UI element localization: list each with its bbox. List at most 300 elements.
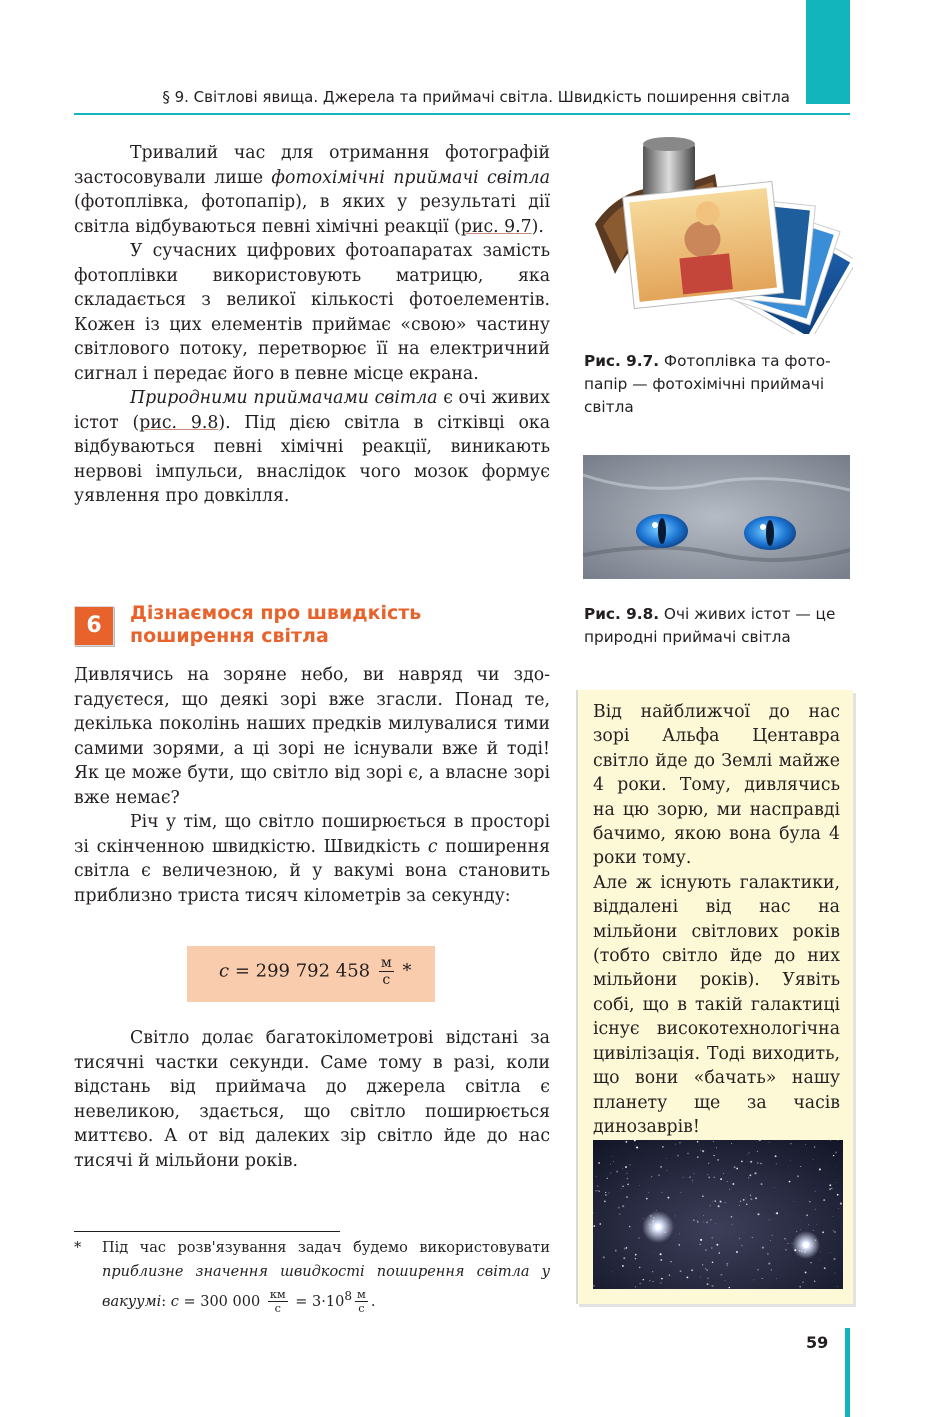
star [699, 1243, 701, 1245]
running-head: § 9. Світлові явища. Джерела та приймачі світла. Швидкість поширення світла [162, 88, 790, 106]
star [708, 1176, 710, 1178]
star [666, 1158, 667, 1159]
star [648, 1192, 649, 1193]
star [712, 1201, 713, 1202]
star [748, 1152, 749, 1153]
star [718, 1205, 720, 1207]
star [627, 1178, 629, 1180]
star [716, 1244, 718, 1246]
star [610, 1173, 611, 1174]
star [612, 1271, 613, 1272]
star [729, 1189, 730, 1190]
text: Тривалий час для отримання фотографій застосовували лише [74, 143, 550, 188]
star [829, 1184, 831, 1186]
star [622, 1186, 623, 1187]
star [612, 1156, 613, 1157]
star [706, 1269, 708, 1271]
paragraph-3 [74, 386, 550, 509]
star [731, 1143, 732, 1144]
star [799, 1286, 801, 1288]
text: (фотоплівка, фотопапір), в яких у результаті дії світла відбуваються певні хімічні реакції ( [74, 192, 550, 237]
star [712, 1261, 714, 1263]
star [719, 1252, 721, 1254]
star [739, 1238, 740, 1239]
star [635, 1286, 636, 1287]
star [785, 1249, 787, 1251]
star [831, 1188, 832, 1189]
unit-fraction [268, 1288, 288, 1315]
unit-fraction [379, 955, 394, 988]
star [815, 1191, 816, 1192]
header-rule [74, 113, 850, 115]
star [771, 1269, 772, 1270]
section-title: Дізнаємося про швидкість поширення світла [130, 602, 422, 647]
star [720, 1274, 722, 1276]
footnote-mark: * [396, 960, 412, 982]
star [618, 1207, 620, 1209]
text: ). Під дією світла в сітківці ока відбуваються певні хімічні реакції, виникають нервові імпульси, внаслідок чого мозок формує уявлення про довкілля. [74, 412, 550, 506]
caption-text: Фотоплівка та фотопапір — фотохімічні приймачі світла [584, 352, 831, 416]
note-paragraph-1: Від найближчої до нас зорі Альфа Центавра світло йде до Землі майже 4 роки. Тому, дивлячись на цю зорю, ми насправді бачимо, якою вона була 4 роки тому. [593, 702, 840, 869]
star [624, 1248, 626, 1250]
star [622, 1205, 624, 1207]
unit-denominator: с [382, 972, 391, 989]
star [732, 1224, 733, 1225]
star [808, 1224, 809, 1225]
star [639, 1185, 640, 1186]
star [726, 1263, 728, 1265]
text: ). [531, 216, 544, 237]
figure-9-7-caption [584, 350, 846, 419]
star [768, 1263, 770, 1265]
star [679, 1142, 680, 1143]
star [815, 1209, 816, 1210]
star [708, 1163, 709, 1164]
star [675, 1144, 676, 1145]
text: : [161, 1293, 171, 1310]
star [660, 1282, 661, 1283]
text: Річ у тім, що світло поширюється в просторі зі скінченною швидкістю. Швидкість [74, 812, 550, 857]
star [700, 1150, 701, 1151]
star [788, 1243, 789, 1244]
star [833, 1216, 834, 1217]
star [598, 1162, 600, 1164]
star [727, 1265, 728, 1266]
paragraph-5 [74, 810, 550, 908]
star [757, 1270, 758, 1271]
star [750, 1161, 752, 1163]
star [713, 1155, 714, 1156]
text: Під час розв'язування задач будемо використовувати [102, 1240, 550, 1256]
main-text-top [74, 141, 550, 509]
star [820, 1252, 821, 1253]
star [626, 1173, 627, 1174]
star [609, 1193, 610, 1194]
star [833, 1230, 834, 1231]
page-number: 59 [806, 1333, 829, 1352]
star [755, 1197, 757, 1199]
figure-label: Рис. 9.7. [584, 352, 660, 370]
star [643, 1279, 645, 1281]
star [836, 1166, 837, 1167]
footnote-mark: * [74, 1240, 82, 1256]
star [809, 1201, 810, 1202]
star [711, 1237, 712, 1238]
star [748, 1161, 749, 1162]
text: є очі живих істот ( [74, 388, 550, 433]
unit-numerator: м [357, 1288, 366, 1302]
star [802, 1281, 803, 1282]
star [819, 1259, 820, 1260]
star [813, 1159, 814, 1160]
star [746, 1204, 747, 1205]
star [703, 1215, 704, 1216]
star [630, 1164, 631, 1165]
star [621, 1189, 622, 1190]
star [725, 1280, 726, 1281]
star [625, 1166, 627, 1168]
star [605, 1192, 606, 1193]
star [728, 1287, 730, 1289]
star [840, 1203, 842, 1205]
star [754, 1172, 756, 1174]
star [597, 1190, 598, 1191]
star [661, 1192, 662, 1193]
star [596, 1176, 597, 1177]
star [661, 1278, 663, 1280]
star [800, 1166, 801, 1167]
star [697, 1220, 698, 1221]
star [694, 1173, 695, 1174]
star [681, 1192, 682, 1193]
main-text-middle [74, 663, 550, 908]
star [593, 1285, 595, 1287]
star [702, 1195, 703, 1196]
star [593, 1225, 595, 1227]
star [605, 1194, 606, 1195]
formula-box [187, 946, 435, 1002]
star [613, 1161, 614, 1162]
star [830, 1252, 831, 1253]
star [837, 1140, 838, 1141]
star [790, 1143, 791, 1144]
star [659, 1282, 660, 1283]
star [835, 1273, 836, 1274]
variable-c: c [170, 1293, 179, 1310]
star [810, 1262, 811, 1263]
star [741, 1161, 743, 1163]
star [639, 1267, 640, 1268]
figure-label: Рис. 9.8. [584, 605, 660, 623]
star [716, 1147, 717, 1148]
star [762, 1278, 763, 1279]
star [702, 1264, 703, 1265]
star [829, 1188, 831, 1190]
star [770, 1240, 771, 1241]
star [675, 1216, 676, 1217]
star [767, 1253, 768, 1254]
star [710, 1205, 711, 1206]
star [700, 1277, 701, 1278]
emphasis: фотохімічні приймачі світла [271, 167, 550, 188]
star [743, 1199, 745, 1201]
value: = 300 000 [178, 1293, 265, 1310]
star [720, 1201, 722, 1203]
figure-ref-9-7[interactable]: рис. 9.7 [460, 216, 532, 237]
footnote-row [74, 1236, 550, 1315]
main-text-bottom [74, 1026, 550, 1173]
star [697, 1156, 699, 1158]
exponent: 8 [344, 1289, 353, 1303]
star [715, 1223, 716, 1224]
star [775, 1155, 777, 1157]
star [679, 1244, 681, 1246]
paragraph-6: Світло долає багатокілометрові відстані за тисячні частки секунди. Саме тому в разі, коли відстань від приймача до джерела світла є невеликою, здається, що світло поширюється миттєво. А от від далеких зір світло йде до нас тисячі й мільйони років. [74, 1028, 550, 1171]
star [776, 1212, 778, 1214]
star [784, 1238, 785, 1239]
star [790, 1160, 791, 1161]
star [595, 1190, 597, 1192]
star [598, 1191, 600, 1193]
star [691, 1269, 693, 1271]
star [692, 1182, 693, 1183]
star [833, 1258, 835, 1260]
star [797, 1175, 799, 1177]
formula-value: = 299 792 458 [229, 960, 376, 982]
star [836, 1182, 837, 1183]
star [717, 1159, 719, 1161]
star [793, 1201, 794, 1202]
star [626, 1141, 628, 1143]
star [723, 1173, 724, 1174]
star [622, 1168, 623, 1169]
star [750, 1198, 752, 1200]
star [748, 1154, 749, 1155]
star [835, 1151, 837, 1153]
star [772, 1235, 773, 1236]
star [749, 1174, 751, 1176]
star [635, 1258, 637, 1260]
star [653, 1281, 654, 1282]
star [697, 1221, 699, 1223]
star [819, 1168, 821, 1170]
star [834, 1231, 835, 1232]
star [774, 1187, 775, 1188]
star [627, 1183, 629, 1185]
star [734, 1166, 736, 1168]
star [705, 1268, 706, 1269]
figure-ref-9-8[interactable]: рис. 9.8 [139, 412, 219, 433]
star [761, 1183, 763, 1185]
star [769, 1220, 770, 1221]
star [731, 1216, 733, 1218]
star [757, 1162, 759, 1164]
star [623, 1257, 625, 1259]
star [658, 1174, 660, 1176]
star [741, 1245, 743, 1247]
variable-c: c [219, 960, 230, 982]
star [604, 1201, 606, 1203]
star [703, 1222, 704, 1223]
star [752, 1237, 753, 1238]
star [732, 1183, 734, 1185]
star [642, 1218, 643, 1219]
star [607, 1178, 608, 1179]
star [813, 1230, 814, 1231]
star [632, 1229, 633, 1230]
star [823, 1199, 825, 1201]
star [833, 1155, 834, 1156]
star [697, 1141, 699, 1143]
star [707, 1277, 709, 1279]
star [619, 1213, 620, 1214]
star [635, 1254, 637, 1256]
star [677, 1155, 679, 1157]
star [776, 1163, 777, 1164]
note-paragraph-2: Але ж існують галактики, віддалені від нас на мільйони світлових років (тобто світло йде до них мільйони років). Уявіть собі, що в такій галактиці існує високотехнологічна цивілізація. Тоді виходить, що вони «бачать» нашу планету ще за часів динозаврів! [593, 872, 840, 1137]
star [837, 1194, 839, 1196]
star [838, 1208, 839, 1209]
star [652, 1271, 653, 1272]
star [710, 1219, 712, 1221]
star [837, 1286, 838, 1287]
star [660, 1253, 662, 1255]
star [622, 1265, 624, 1267]
star [814, 1146, 816, 1148]
star [750, 1195, 751, 1196]
star [660, 1259, 662, 1261]
star [680, 1270, 682, 1272]
star [805, 1144, 806, 1145]
paragraph-4: Дивлячись на зоряне небо, ви навряд чи здогадуєтеся, що деякі зорі вже згасли. Понад те, декілька поколінь наших предків милувалися тими самими зорями, а ці зорі не існували вже й тоді! Як це може бути, що світло від зорі є, а власне зорі вже немає? [74, 665, 550, 808]
star [715, 1200, 716, 1201]
star [756, 1141, 757, 1142]
emphasis: Природними приймачами світла [130, 388, 438, 408]
star [693, 1220, 694, 1221]
unit-numerator: м [380, 955, 392, 971]
page-accent-bar [845, 1328, 850, 1417]
unit-fraction [355, 1288, 368, 1315]
star [603, 1256, 605, 1258]
unit-denominator: с [358, 1302, 365, 1316]
speed-of-light-formula [219, 955, 412, 988]
star [597, 1185, 599, 1187]
star [649, 1280, 650, 1281]
star [711, 1285, 713, 1287]
star [714, 1177, 715, 1178]
star [814, 1281, 815, 1282]
star [654, 1252, 655, 1253]
star [800, 1229, 801, 1230]
star [670, 1261, 671, 1262]
star [806, 1214, 808, 1216]
star [769, 1142, 770, 1143]
star [805, 1271, 807, 1273]
star [689, 1177, 690, 1178]
star [640, 1283, 641, 1284]
star [789, 1181, 791, 1183]
star [667, 1197, 669, 1199]
star [679, 1234, 680, 1235]
header-accent-bar [806, 0, 850, 104]
star [683, 1177, 684, 1178]
footnote-rule [74, 1231, 340, 1232]
star [639, 1238, 640, 1239]
unit-numerator: км [269, 1288, 286, 1302]
starry-sky-image [593, 1140, 843, 1289]
star [796, 1231, 797, 1232]
star [626, 1247, 628, 1249]
star [748, 1177, 749, 1178]
star [707, 1283, 709, 1285]
caption-text: Очі живих істот — це природні приймачі світла [584, 605, 836, 646]
paragraph-2: У сучасних цифрових фотоапаратах замість фотоплівки використовують матрицю, яка складається з великої кількості фотоелементів. Кожен із цих елементів приймає «свою» частину світлового потоку, перетворює її на електричний сигнал і передає його в певне місце екрана. [74, 241, 550, 384]
star [762, 1247, 764, 1249]
star [700, 1239, 702, 1241]
star [687, 1153, 688, 1154]
star [754, 1280, 755, 1281]
star [669, 1274, 671, 1276]
star [706, 1221, 708, 1223]
star [651, 1176, 652, 1177]
star [599, 1223, 601, 1225]
photo-stack-image [575, 134, 853, 334]
star [610, 1164, 611, 1165]
star [687, 1277, 689, 1279]
star [745, 1197, 746, 1198]
star [629, 1226, 630, 1227]
star [736, 1251, 738, 1253]
star [713, 1141, 714, 1142]
side-note-text [593, 700, 840, 1139]
star [702, 1150, 704, 1152]
star [662, 1146, 664, 1148]
figure-9-8-caption [584, 603, 846, 649]
star [760, 1163, 762, 1165]
footnote-text [102, 1236, 550, 1315]
section-number-badge: 6 [74, 606, 114, 646]
star [707, 1174, 708, 1175]
star [740, 1201, 741, 1202]
cat-eyes-image [583, 455, 850, 579]
star [757, 1213, 759, 1215]
star [646, 1198, 648, 1200]
star [711, 1247, 712, 1248]
star [615, 1250, 617, 1252]
star [635, 1145, 636, 1146]
star [636, 1146, 638, 1148]
footnote [74, 1236, 550, 1315]
value: = 3·10 [290, 1293, 345, 1310]
star [626, 1196, 628, 1198]
star [616, 1171, 618, 1173]
star [739, 1205, 740, 1206]
star [822, 1231, 824, 1233]
variable-c: c [427, 836, 438, 857]
star [725, 1202, 726, 1203]
paragraph-1 [74, 141, 550, 239]
text: поширення світла є величезною, й у вакумі вона становить приблизно триста тисяч кілометрів за секунду: [74, 836, 550, 906]
star [705, 1250, 706, 1251]
unit-denominator: с [274, 1302, 281, 1316]
star [727, 1181, 728, 1182]
star [824, 1267, 826, 1269]
star [656, 1210, 657, 1211]
star [776, 1278, 777, 1279]
emphasis: приблизне значення швидкості поширення світла у вакуумі [102, 1264, 550, 1310]
star [720, 1178, 722, 1180]
star [736, 1168, 738, 1170]
